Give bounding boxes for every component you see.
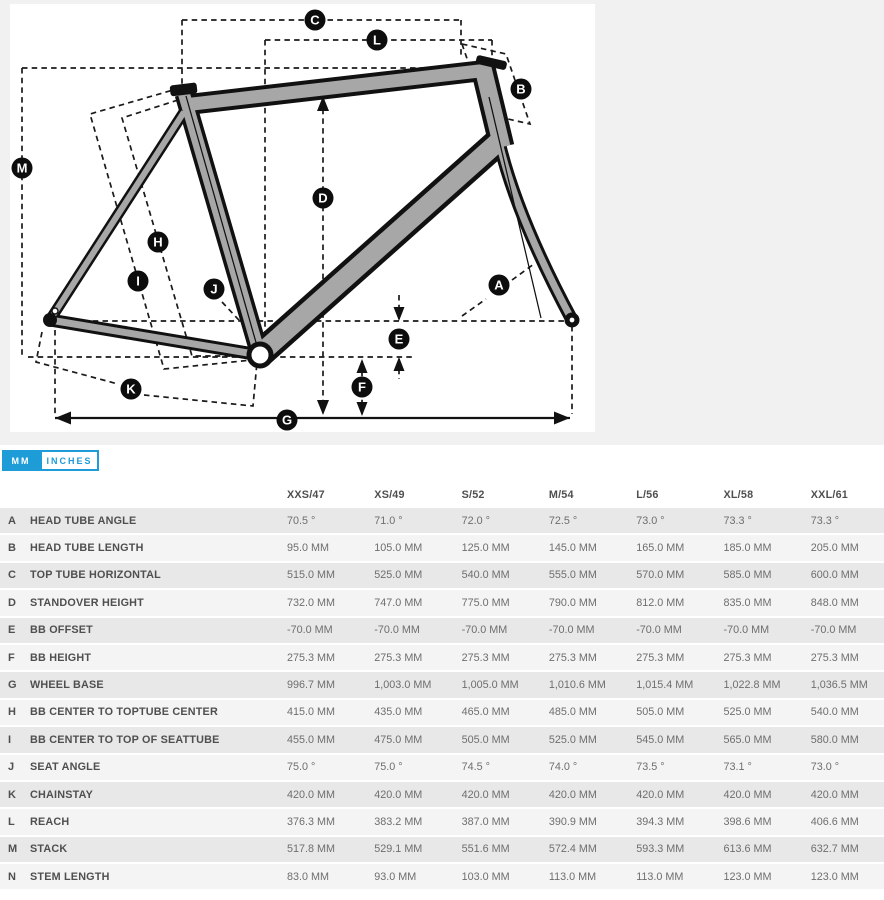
size-value-cell: 275.3 MM: [461, 651, 510, 664]
size-value-cell: 75.0 °: [287, 761, 316, 774]
size-value-cell: 185.0 MM: [723, 542, 772, 555]
seat-stay: [50, 112, 184, 320]
size-value-cell: 812.0 MM: [636, 596, 685, 609]
size-value-cell: 383.2 MM: [374, 815, 423, 828]
size-value-cell: 505.0 MM: [461, 733, 510, 746]
row-letter: L: [8, 815, 15, 828]
table-row-L: [0, 809, 884, 834]
arrow-down-d-icon: [317, 400, 329, 415]
measurement-badge-letter-C: C: [310, 12, 320, 28]
size-value-cell: 593.3 MM: [636, 843, 685, 856]
row-letter: K: [8, 788, 16, 801]
size-value-cell: 72.0 °: [461, 514, 490, 527]
size-value-cell: 525.0 MM: [548, 733, 597, 746]
size-value-cell: 376.3 MM: [287, 815, 336, 828]
table-row-D: [0, 590, 884, 615]
size-value-cell: 113.0 MM: [636, 870, 684, 883]
row-letter: C: [8, 569, 16, 582]
size-value-cell: 1,015.4 MM: [636, 679, 694, 692]
measurement-badge-letter-A: A: [494, 277, 504, 293]
size-value-cell: -70.0 MM: [548, 624, 595, 637]
size-value-cell: 525.0 MM: [374, 569, 423, 582]
size-value-cell: 455.0 MM: [287, 733, 336, 746]
row-letter: H: [8, 706, 16, 719]
size-value-cell: 420.0 MM: [723, 788, 772, 801]
arrow-left-icon: [55, 412, 71, 425]
size-column-header: XL/58: [723, 489, 754, 501]
size-value-cell: 103.0 MM: [461, 870, 510, 883]
measurement-badge-letter-L: L: [373, 32, 381, 48]
size-value-cell: 1,005.0 MM: [461, 679, 519, 692]
size-value-cell: 600.0 MM: [810, 569, 859, 582]
size-value-cell: 570.0 MM: [636, 569, 685, 582]
size-column-header: L/56: [636, 489, 659, 501]
size-value-cell: 275.3 MM: [374, 651, 423, 664]
size-value-cell: 613.6 MM: [723, 843, 772, 856]
size-value-cell: 123.0 MM: [723, 870, 772, 883]
size-value-cell: 125.0 MM: [461, 542, 510, 555]
measurement-badge-letter-M: M: [16, 160, 28, 176]
size-value-cell: 525.0 MM: [723, 706, 772, 719]
rear-dropout: [43, 313, 57, 327]
size-value-cell: 580.0 MM: [810, 733, 859, 746]
row-letter: G: [8, 679, 17, 692]
table-header-row: [0, 480, 884, 505]
arrow-right-icon: [554, 412, 570, 425]
size-value-cell: -70.0 MM: [636, 624, 682, 637]
size-value-cell: 71.0 °: [374, 514, 403, 527]
table-row-J: [0, 755, 884, 780]
size-value-cell: 275.3 MM: [287, 651, 336, 664]
measurement-badge-letter-B: B: [516, 81, 526, 97]
measurement-badge-letter-E: E: [394, 331, 404, 347]
size-value-cell: 572.4 MM: [548, 843, 597, 856]
size-value-cell: 205.0 MM: [810, 542, 859, 555]
size-value-cell: 165.0 MM: [636, 542, 685, 555]
size-column-header: XXL/61: [810, 489, 848, 501]
size-value-cell: 529.1 MM: [374, 843, 423, 856]
size-value-cell: 996.7 MM: [287, 679, 336, 692]
size-value-cell: 72.5 °: [548, 514, 578, 527]
size-value-cell: 74.5 °: [461, 761, 490, 774]
size-value-cell: 551.6 MM: [461, 843, 510, 856]
table-row-A: [0, 508, 884, 533]
size-value-cell: 835.0 MM: [723, 596, 772, 609]
table-row-H: [0, 700, 884, 725]
size-value-cell: 1,010.6 MM: [548, 679, 606, 692]
size-value-cell: 420.0 MM: [374, 788, 423, 801]
size-value-cell: 565.0 MM: [723, 733, 772, 746]
size-value-cell: 420.0 MM: [461, 788, 510, 801]
size-value-cell: 83.0 MM: [287, 870, 330, 883]
size-value-cell: 585.0 MM: [723, 569, 772, 582]
row-label: HEAD TUBE ANGLE: [30, 514, 137, 527]
size-value-cell: 275.3 MM: [636, 651, 685, 664]
size-value-cell: 505.0 MM: [636, 706, 685, 719]
size-value-cell: 420.0 MM: [636, 788, 685, 801]
size-value-cell: 406.6 MM: [810, 815, 859, 828]
table-row-I: [0, 727, 884, 752]
size-value-cell: 420.0 MM: [287, 788, 336, 801]
rear-dropout-bolt: [52, 308, 58, 314]
size-value-cell: 95.0 MM: [287, 542, 330, 555]
size-value-cell: 123.0 MM: [810, 870, 859, 883]
measurement-badge-letter-J: J: [210, 281, 218, 297]
size-value-cell: 145.0 MM: [548, 542, 597, 555]
size-column-header: XS/49: [374, 489, 405, 501]
size-value-cell: -70.0 MM: [810, 624, 857, 637]
row-letter: B: [8, 542, 16, 555]
table-row-F: [0, 645, 884, 670]
size-value-cell: 275.3 MM: [548, 651, 597, 664]
row-label: BB CENTER TO TOPTUBE CENTER: [30, 706, 218, 719]
size-value-cell: 515.0 MM: [287, 569, 336, 582]
size-column-header: S/52: [461, 489, 485, 501]
unit-mm-button[interactable]: MM: [2, 450, 40, 471]
size-value-cell: 74.0 °: [548, 761, 578, 774]
size-column-header: M/54: [548, 489, 574, 501]
bike-frame-fill: [50, 64, 572, 355]
arrow-down-e-icon: [394, 307, 405, 321]
row-label: BB CENTER TO TOP OF SEATTUBE: [30, 733, 220, 746]
row-letter: J: [8, 761, 15, 774]
size-value-cell: 275.3 MM: [810, 651, 859, 664]
size-value-cell: 93.0 MM: [374, 870, 417, 883]
size-value-cell: 775.0 MM: [461, 596, 510, 609]
row-label: CHAINSTAY: [30, 788, 93, 801]
row-label: BB HEIGHT: [30, 651, 92, 664]
size-value-cell: 790.0 MM: [548, 596, 597, 609]
row-letter: N: [8, 870, 16, 883]
row-letter: A: [8, 514, 16, 527]
chain-stay: [50, 320, 260, 355]
size-value-cell: 73.3 °: [723, 514, 752, 527]
row-letter: I: [8, 733, 12, 746]
row-label: REACH: [30, 815, 70, 828]
size-value-cell: 632.7 MM: [810, 843, 859, 856]
row-label: STEM LENGTH: [30, 870, 110, 883]
size-value-cell: -70.0 MM: [723, 624, 770, 637]
bottom-bracket: [249, 344, 271, 366]
size-value-cell: -70.0 MM: [374, 624, 420, 637]
measurement-badge-letter-I: I: [136, 273, 140, 289]
row-letter: E: [8, 624, 16, 637]
size-value-cell: 540.0 MM: [461, 569, 510, 582]
size-value-cell: -70.0 MM: [461, 624, 508, 637]
size-value-cell: 390.9 MM: [548, 815, 597, 828]
head-tube: [482, 64, 502, 147]
size-value-cell: 1,003.0 MM: [374, 679, 432, 692]
size-column-header: XXS/47: [287, 489, 325, 501]
row-label: STACK: [30, 843, 68, 856]
size-value-cell: 387.0 MM: [461, 815, 510, 828]
arrow-up-f-icon: [357, 359, 368, 373]
row-letter: D: [8, 596, 16, 609]
measurement-badge-letter-H: H: [153, 234, 163, 250]
size-value-cell: 555.0 MM: [548, 569, 597, 582]
measurement-badge-letter-F: F: [358, 379, 366, 395]
size-value-cell: 517.8 MM: [287, 843, 336, 856]
geometry-table: [0, 480, 884, 891]
size-value-cell: 398.6 MM: [723, 815, 772, 828]
row-label: HEAD TUBE LENGTH: [30, 542, 144, 555]
size-value-cell: 415.0 MM: [287, 706, 336, 719]
size-value-cell: 113.0 MM: [548, 870, 597, 883]
size-value-cell: -70.0 MM: [287, 624, 333, 637]
row-label: BB OFFSET: [30, 624, 93, 637]
size-value-cell: 73.0 °: [810, 761, 840, 774]
size-value-cell: 1,036.5 MM: [810, 679, 868, 692]
size-value-cell: 394.3 MM: [636, 815, 685, 828]
measurement-badge-letter-K: K: [126, 381, 136, 397]
bike-frame-svg: [10, 4, 595, 432]
row-label: STANDOVER HEIGHT: [30, 596, 144, 609]
size-value-cell: 275.3 MM: [723, 651, 772, 664]
measurement-badge-letter-G: G: [281, 412, 293, 428]
measurement-badge-letter-D: D: [318, 190, 328, 206]
table-row-C: [0, 563, 884, 588]
size-value-cell: 420.0 MM: [810, 788, 859, 801]
size-value-cell: 435.0 MM: [374, 706, 423, 719]
front-dropout-axle: [570, 318, 575, 323]
size-value-cell: 848.0 MM: [810, 596, 859, 609]
size-value-cell: 70.5 °: [287, 514, 316, 527]
table-row-E: [0, 618, 884, 643]
size-value-cell: 545.0 MM: [636, 733, 685, 746]
size-value-cell: 73.3 °: [810, 514, 840, 527]
size-value-cell: 73.1 °: [723, 761, 752, 774]
unit-toggle: [2, 450, 884, 471]
size-value-cell: 465.0 MM: [461, 706, 510, 719]
size-value-cell: 105.0 MM: [374, 542, 423, 555]
table-row-K: [0, 782, 884, 807]
size-value-cell: 747.0 MM: [374, 596, 423, 609]
size-value-cell: 73.0 °: [636, 514, 665, 527]
table-row-M: [0, 837, 884, 862]
row-letter: M: [8, 843, 18, 856]
row-letter: F: [8, 651, 15, 664]
arrow-up-e-icon: [394, 357, 405, 371]
unit-inches-button[interactable]: INCHES: [40, 450, 99, 471]
table-row-N: [0, 864, 884, 889]
diagram-section: [0, 0, 884, 445]
seat-tube-axis-line: [186, 96, 259, 353]
bike-geometry-diagram: [10, 4, 595, 432]
top-tube: [184, 70, 488, 105]
arrow-down-f-icon: [357, 402, 368, 416]
size-value-cell: 420.0 MM: [548, 788, 597, 801]
size-value-cell: 732.0 MM: [287, 596, 336, 609]
size-value-cell: 475.0 MM: [374, 733, 423, 746]
table-row-G: [0, 672, 884, 697]
table-body: [0, 508, 884, 889]
row-label: WHEEL BASE: [30, 679, 104, 692]
size-value-cell: 1,022.8 MM: [723, 679, 781, 692]
size-value-cell: 75.0 °: [374, 761, 403, 774]
size-value-cell: 540.0 MM: [810, 706, 859, 719]
size-value-cell: 73.5 °: [636, 761, 665, 774]
row-label: TOP TUBE HORIZONTAL: [30, 569, 161, 582]
table-row-B: [0, 535, 884, 560]
size-value-cell: 485.0 MM: [548, 706, 597, 719]
row-label: SEAT ANGLE: [30, 761, 101, 774]
